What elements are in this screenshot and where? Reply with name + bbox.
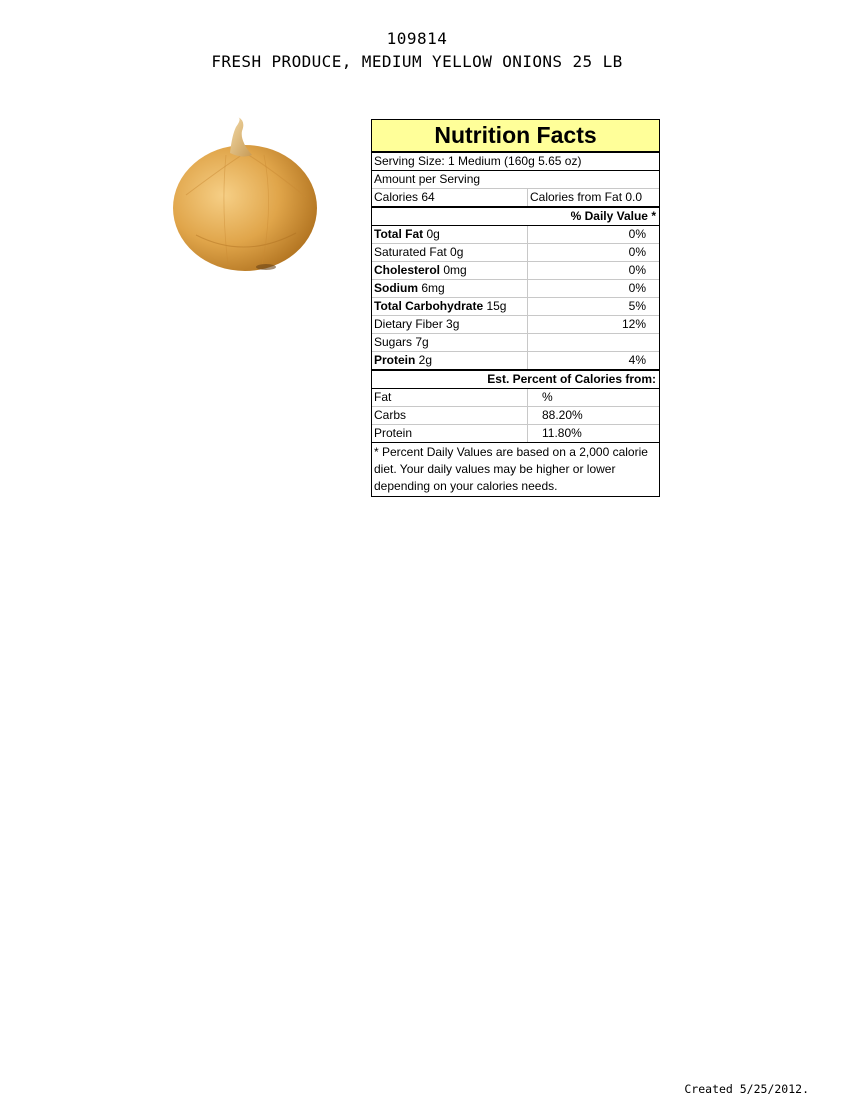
nutrient-row [372, 244, 659, 262]
calorie-source-label: Protein [372, 425, 528, 442]
nutrient-name: Sodium [374, 281, 418, 295]
nutrient-daily-value: 0% [628, 227, 646, 241]
nutrient-daily-value: 5% [628, 299, 646, 313]
footnote: * Percent Daily Values are based on a 2,000 calorie diet. Your daily values may be higher or lower depending on your calories needs. [374, 445, 648, 493]
nutrition-facts-panel [371, 119, 660, 497]
nutrient-daily-value: 12% [621, 317, 646, 331]
nutrient-name: Protein [374, 353, 416, 367]
nutrient-amount: 6mg [418, 281, 445, 295]
nutrient-name: Total Carbohydrate [374, 299, 484, 313]
nutrient-name: Dietary Fiber [374, 317, 443, 331]
nutrient-label [372, 244, 528, 261]
nutrient-name: Cholesterol [374, 263, 441, 277]
nutrient-amount: 0g [423, 227, 440, 241]
calorie-source-label: Carbs [372, 407, 528, 424]
nutrient-label [372, 262, 528, 279]
calorie-source-label: Fat [372, 389, 528, 406]
calorie-source-value: 11.80% [542, 426, 582, 440]
nutrient-row [372, 352, 659, 370]
nutrient-label [372, 280, 528, 297]
nutrient-amount: 0g [446, 245, 464, 259]
nutrient-label [372, 298, 528, 315]
nutrient-daily-value: 0% [628, 263, 646, 277]
nutrient-daily-value: 0% [628, 245, 646, 259]
nutrient-daily-value: 0% [628, 281, 646, 295]
nutrient-list [372, 226, 659, 370]
nutrient-row [372, 298, 659, 316]
product-code: 109814 [386, 29, 448, 48]
calorie-source-row [372, 425, 659, 443]
calorie-source-row [372, 407, 659, 425]
product-name: FRESH PRODUCE, MEDIUM YELLOW ONIONS 25 LB [211, 52, 623, 71]
serving-size: Serving Size: 1 Medium (160g 5.65 oz) [372, 153, 659, 171]
nutrient-row [372, 226, 659, 244]
created-date: Created 5/25/2012. [684, 1082, 809, 1096]
nutrient-daily-value: 4% [628, 353, 646, 367]
nutrient-amount: 3g [442, 317, 460, 331]
nutrient-amount: 15g [483, 299, 507, 313]
nutrient-amount: 0mg [440, 263, 467, 277]
nutrient-amount: 2g [415, 353, 433, 367]
nutrient-name: Total Fat [374, 227, 424, 241]
nutrient-row [372, 280, 659, 298]
est-calories-header: Est. Percent of Calories from: [372, 370, 659, 389]
nutrient-row [372, 334, 659, 352]
nutrient-row [372, 262, 659, 280]
calories-from-fat: Calories from Fat 0.0 [530, 190, 643, 204]
nutrient-label [372, 352, 528, 369]
nutrient-name: Saturated Fat [374, 245, 447, 259]
calorie-source-value: % [542, 390, 553, 404]
nutrient-name: Sugars [374, 335, 413, 349]
calorie-source-row [372, 389, 659, 407]
calories: Calories 64 [372, 189, 528, 206]
onion-image [166, 115, 324, 277]
nutrient-row [372, 316, 659, 334]
nutrient-amount: 7g [412, 335, 429, 349]
nutrient-label [372, 316, 528, 333]
daily-value-header: % Daily Value * [372, 208, 659, 226]
nutrition-facts-title: Nutrition Facts [372, 120, 659, 153]
calories-row [372, 189, 659, 208]
calorie-source-value: 88.20% [542, 408, 583, 422]
nutrient-daily-value [528, 334, 659, 351]
amount-per-serving: Amount per Serving [372, 171, 659, 189]
nutrient-label [372, 334, 528, 351]
calorie-source-list [372, 389, 659, 443]
nutrient-label [372, 226, 528, 243]
